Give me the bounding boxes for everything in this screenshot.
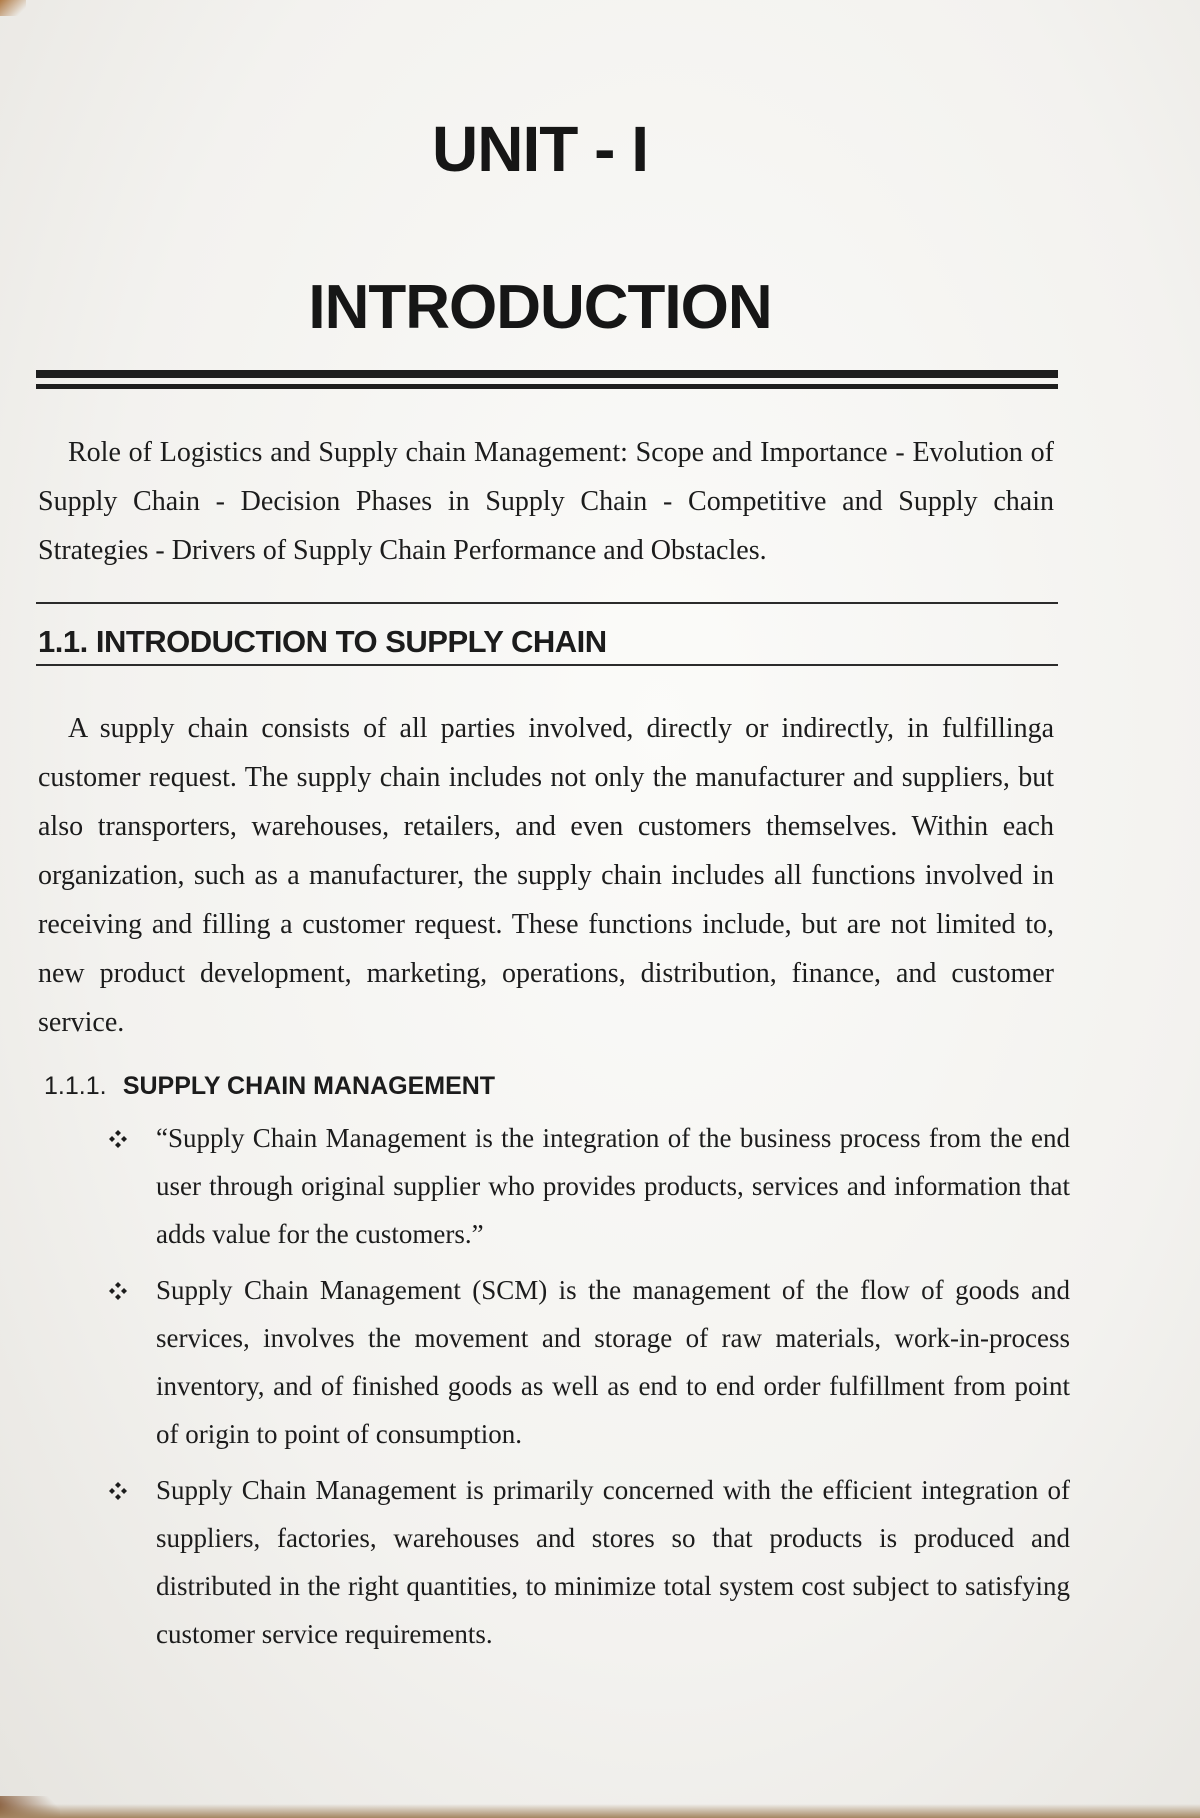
- list-item: [100, 1114, 1070, 1258]
- list-item-text: “Supply Chain Management is the integration of the business process from the end user through original supplier who provides products, services and information that adds value for the customers.”: [156, 1123, 1070, 1249]
- list-item-text: Supply Chain Management (SCM) is the management of the flow of goods and services, involves the movement and storage of raw materials, work-in-process inventory, and of finished goods as well as end to end order fulfillment from point of origin to point of consumption.: [156, 1275, 1070, 1449]
- four-diamond-bullet-icon: [108, 1281, 128, 1301]
- section-heading-1-1: [38, 624, 607, 660]
- four-diamond-bullet-icon: [108, 1481, 128, 1501]
- section-number: 1.1.: [38, 624, 88, 659]
- page-bottom-edge: [0, 1804, 1200, 1818]
- section-rule-bottom: [36, 664, 1058, 666]
- section-title: INTRODUCTION TO SUPPLY CHAIN: [95, 624, 607, 659]
- list-item: [100, 1266, 1070, 1458]
- syllabus-paragraph: Role of Logistics and Supply chain Management: Scope and Importance - Evolution of Supply Chain - Decision Phases in Supply Chain - Competitive and Supply chain Strategies - Drivers of Supply Chain Performance and Obstacles.: [38, 437, 1054, 566]
- list-item-text: Supply Chain Management is primarily concerned with the efficient integration of suppliers, factories, warehouses and stores so that products is produced and distributed in the right quantities, to minimize total system cost subject to satisfying customer service requirements.: [156, 1475, 1070, 1649]
- chapter-title: INTRODUCTION: [308, 273, 772, 342]
- four-diamond-bullet-icon: [108, 1129, 128, 1149]
- double-rule-top: [36, 370, 1058, 378]
- supply-chain-paragraph: A supply chain consists of all parties involved, directly or indirectly, in fulfillinga customer request. The supply chain includes not only the manufacturer and suppliers, but also transporters, warehouses, retailers, and even customers themselves. Within each organization, such as a manufacturer, the supply chain includes all functions involved in receiving and filling a customer request. These functions include, but are not limited to, new product development, marketing, operations, distribution, finance, and customer service.: [38, 713, 1054, 1038]
- subsection-number: 1.1.1.: [44, 1072, 107, 1100]
- section-rule-top: [36, 602, 1058, 604]
- page-corner-shadow: [0, 0, 26, 16]
- double-rule-bottom: [36, 384, 1058, 389]
- subsection-heading-1-1-1: [44, 1072, 495, 1101]
- list-item: [100, 1466, 1070, 1658]
- subsection-title: SUPPLY CHAIN MANAGEMENT: [122, 1072, 496, 1100]
- unit-title: UNIT - I: [432, 113, 648, 185]
- scm-definitions-list: [100, 1114, 1070, 1666]
